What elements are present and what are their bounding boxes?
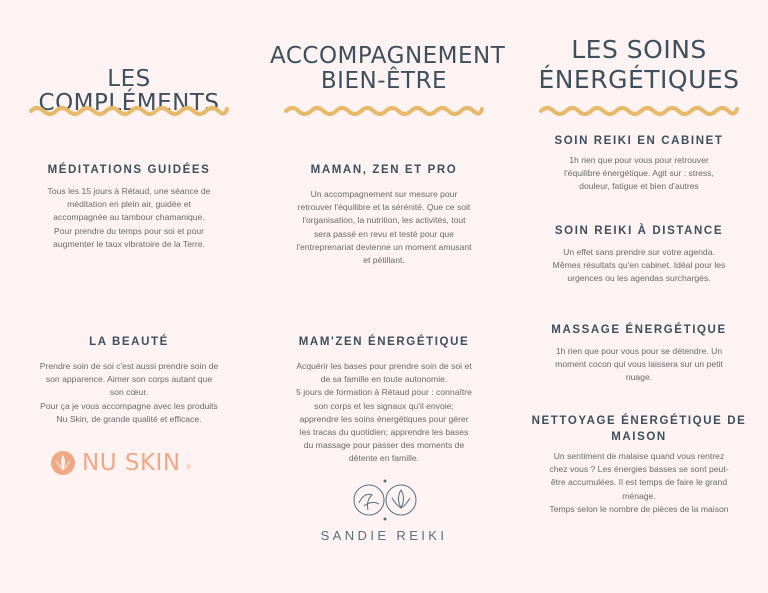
section-body-reiki-cabinet: 1h rien que pour vous pour retrouver l'équilibre énergétique. Agit sur : stress, douleur, fatigue et bien d'autres xyxy=(564,155,714,192)
section-title-mamzen: MAM'ZEN ÉNERGÉTIQUE xyxy=(298,336,470,348)
section-title-maman-zen-pro: MAMAN, ZEN ET PRO xyxy=(310,164,458,176)
section-body-reiki-distance: Un effet sans prendre sur votre agenda. Mêmes résultats qu'en cabinet. Idéal pour les urgences ou les agendas surchargés. xyxy=(552,247,726,284)
section-body-massage: 1h rien que pour vous pour se détendre. Un moment cocon qui vous laissera sur un petit nuage. xyxy=(555,346,723,383)
heading-soins-line2: ÉNERGÉTIQUES xyxy=(538,65,740,94)
wave-divider xyxy=(284,104,484,118)
nuskin-logo xyxy=(50,450,191,476)
wave-divider xyxy=(29,104,229,118)
section-title-nettoyage-line2: MAISON xyxy=(611,431,667,443)
section-body-nettoyage: Un sentiment de malaise quand vous rentrez chez vous ? Les énergies basses se sont peut- être accumulées. Il est temps de faire le grand ménage. Temps selon le nombre de pièces de la maison xyxy=(549,451,729,514)
section-title-meditations: MÉDITATIONS GUIDÉES xyxy=(47,164,211,176)
section-body-mamzen: Acquérir les bases pour prendre soin de soi et de sa famille en toute autonomie. 5 jours de formation à Rétaud pour : connaître son corps et les signaux qu'il envoie; apprendre les soins énergétiques pour gérer les tracas du quotidien; apprendre les bases du massage pour passer des moments de détente en famille. xyxy=(296,361,472,464)
heading-accompagnement-line2: BIEN-ÊTRE xyxy=(320,68,448,94)
section-body-maman-zen-pro: Un accompagnement sur mesure pour retrouver l'équilibre et la sérénité. Que ce soit l'organisation, la nutrition, les activités, tout sera passé en revu et testé pour que l'entreprenariat devienne un moment amusant et pétillant. xyxy=(296,189,472,266)
sandie-reiki-brand-name: SANDIE REIKI xyxy=(320,528,448,543)
heading-complements: LES COMPLÉMENTS xyxy=(38,66,220,116)
column-soins xyxy=(528,0,750,593)
heading-accompagnement-line1: ACCOMPAGNEMENT xyxy=(270,43,506,69)
section-title-reiki-distance: SOIN REIKI À DISTANCE xyxy=(554,225,724,237)
section-title-massage: MASSAGE ÉNERGÉTIQUE xyxy=(551,324,727,336)
nuskin-logo-icon xyxy=(50,450,76,476)
section-title-nettoyage-line1: NETTOYAGE ÉNERGÉTIQUE DE xyxy=(531,415,747,427)
section-body-beaute: Prendre soin de soi c'est aussi prendre soin de son apparence. Aimer son corps autant que son cœur. Pour ça je vous accompagne avec les produits Nu Skin, de grande qualité et efficace. xyxy=(39,361,219,424)
column-complements xyxy=(18,0,240,593)
section-title-beaute: LA BEAUTÉ xyxy=(89,336,169,348)
section-body-meditations: Tous les 15 jours à Rétaud, une séance de méditation en plein air, guidée et accompagnée au tambour chamanique. Pour prendre du temps pour soi et pour augmenter le taux vibratoire de la Terre. xyxy=(47,186,211,249)
nuskin-trademark: ® xyxy=(186,465,191,471)
nuskin-logo-text: NU SKIN xyxy=(82,450,181,476)
section-title-reiki-cabinet: SOIN REIKI EN CABINET xyxy=(554,135,724,147)
heading-soins-line1: LES SOINS xyxy=(571,35,707,64)
wave-divider xyxy=(539,104,739,118)
sandie-reiki-logo-icon xyxy=(350,478,420,522)
